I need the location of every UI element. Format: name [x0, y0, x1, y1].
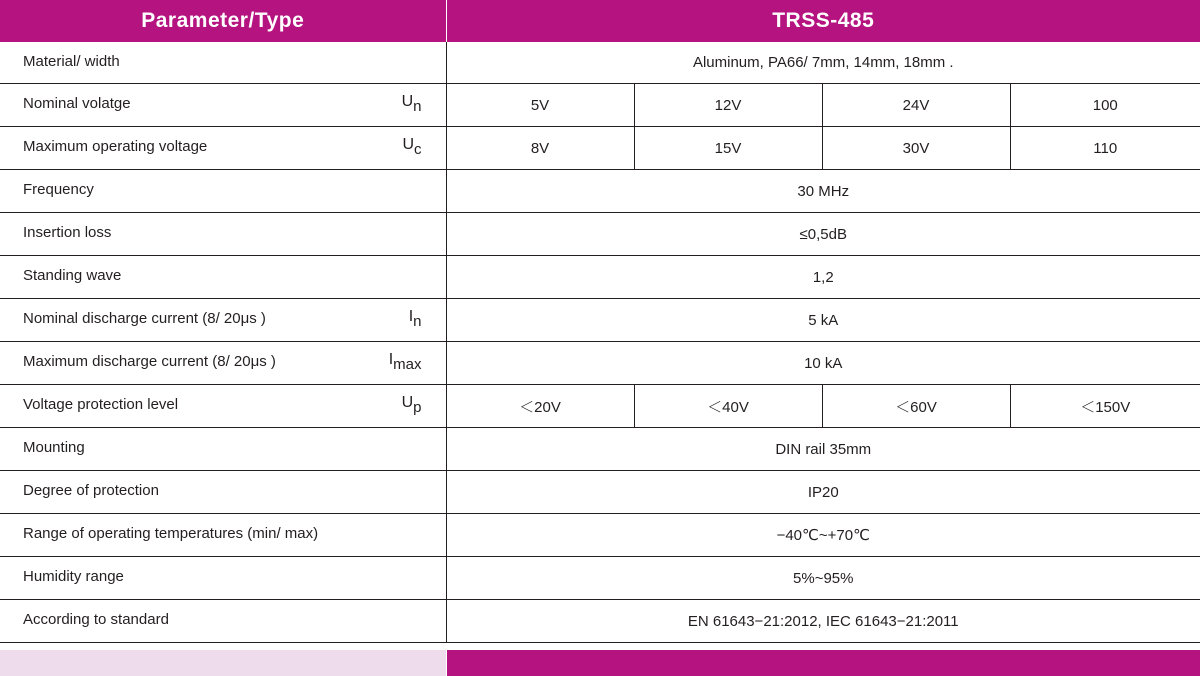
- value-cell: 15V: [634, 127, 822, 170]
- value-cell: ＜40V: [634, 385, 822, 428]
- param-cell: [0, 213, 446, 256]
- table-row: [0, 514, 1200, 557]
- param-symbol: $I_n$: [408, 307, 422, 330]
- value-cell: 10 kA: [446, 342, 1200, 385]
- param-type-header: Parameter/Type: [0, 0, 446, 42]
- param-label: Insertion loss: [23, 223, 112, 241]
- footer-band-left: [0, 650, 446, 676]
- table-row: [0, 428, 1200, 471]
- table-row: [0, 385, 1200, 428]
- header-row: [0, 0, 1200, 42]
- param-label: Frequency: [23, 180, 94, 198]
- value-cell: 5%~95%: [446, 557, 1200, 600]
- param-cell: [0, 471, 446, 514]
- value-cell: 5V: [446, 84, 634, 127]
- value-cell: DIN rail 35mm: [446, 428, 1200, 471]
- table-row: [0, 256, 1200, 299]
- value-cell: 8V: [446, 127, 634, 170]
- param-symbol: $U_c$: [402, 135, 422, 158]
- value-cell: 100: [1010, 84, 1200, 127]
- param-label: Nominal discharge current (8/ 20μs ): [23, 309, 266, 327]
- value-cell: 24V: [822, 84, 1010, 127]
- param-cell: [0, 385, 446, 428]
- value-cell: 12V: [634, 84, 822, 127]
- footer-band-right: [447, 650, 1200, 676]
- param-symbol: $I_{max}$: [388, 350, 422, 373]
- param-cell: [0, 514, 446, 557]
- param-cell: [0, 42, 446, 84]
- param-cell: [0, 342, 446, 385]
- param-label: Mounting: [23, 438, 85, 456]
- param-cell: [0, 256, 446, 299]
- table-row: [0, 213, 1200, 256]
- param-cell: [0, 557, 446, 600]
- table-row: [0, 84, 1200, 127]
- value-cell: IP20: [446, 471, 1200, 514]
- param-label: According to standard: [23, 610, 169, 628]
- param-symbol: $U_n$: [401, 92, 422, 115]
- param-cell: [0, 170, 446, 213]
- table-row: [0, 600, 1200, 643]
- param-label: Range of operating temperatures (min/ max): [23, 524, 319, 542]
- value-cell: −40℃~+70℃: [446, 514, 1200, 557]
- table-row: [0, 557, 1200, 600]
- param-label: Voltage protection level: [23, 395, 179, 413]
- param-label: Humidity range: [23, 567, 124, 585]
- table-row: [0, 342, 1200, 385]
- param-label: Degree of protection: [23, 481, 159, 499]
- table-row: [0, 42, 1200, 84]
- param-symbol: $U_p$: [401, 393, 422, 416]
- param-label: Standing wave: [23, 266, 122, 284]
- param-cell: [0, 299, 446, 342]
- param-cell: [0, 600, 446, 643]
- value-cell: 110: [1010, 127, 1200, 170]
- value-cell: ＜20V: [446, 385, 634, 428]
- value-cell: 1,2: [446, 256, 1200, 299]
- value-cell: ＜60V: [822, 385, 1010, 428]
- table-row: [0, 170, 1200, 213]
- param-cell: [0, 84, 446, 127]
- value-cell: EN 61643−21:2012, IEC 61643−21:2011: [446, 600, 1200, 643]
- table-row: [0, 299, 1200, 342]
- value-cell: ＜150V: [1010, 385, 1200, 428]
- value-cell: Aluminum, PA66/ 7mm, 14mm, 18mm .: [446, 42, 1200, 84]
- value-cell: 30V: [822, 127, 1010, 170]
- param-label: Maximum discharge current (8/ 20μs ): [23, 352, 276, 370]
- table-row: [0, 127, 1200, 170]
- param-cell: [0, 428, 446, 471]
- param-label: Maximum operating voltage: [23, 137, 208, 155]
- param-cell: [0, 127, 446, 170]
- value-cell: 5 kA: [446, 299, 1200, 342]
- param-label: Material/ width: [23, 52, 120, 70]
- value-cell: 30 MHz: [446, 170, 1200, 213]
- table-row: [0, 471, 1200, 514]
- param-label: Nominal volatge: [23, 94, 131, 112]
- model-header: TRSS-485: [446, 0, 1200, 42]
- value-cell: ≤0,5dB: [446, 213, 1200, 256]
